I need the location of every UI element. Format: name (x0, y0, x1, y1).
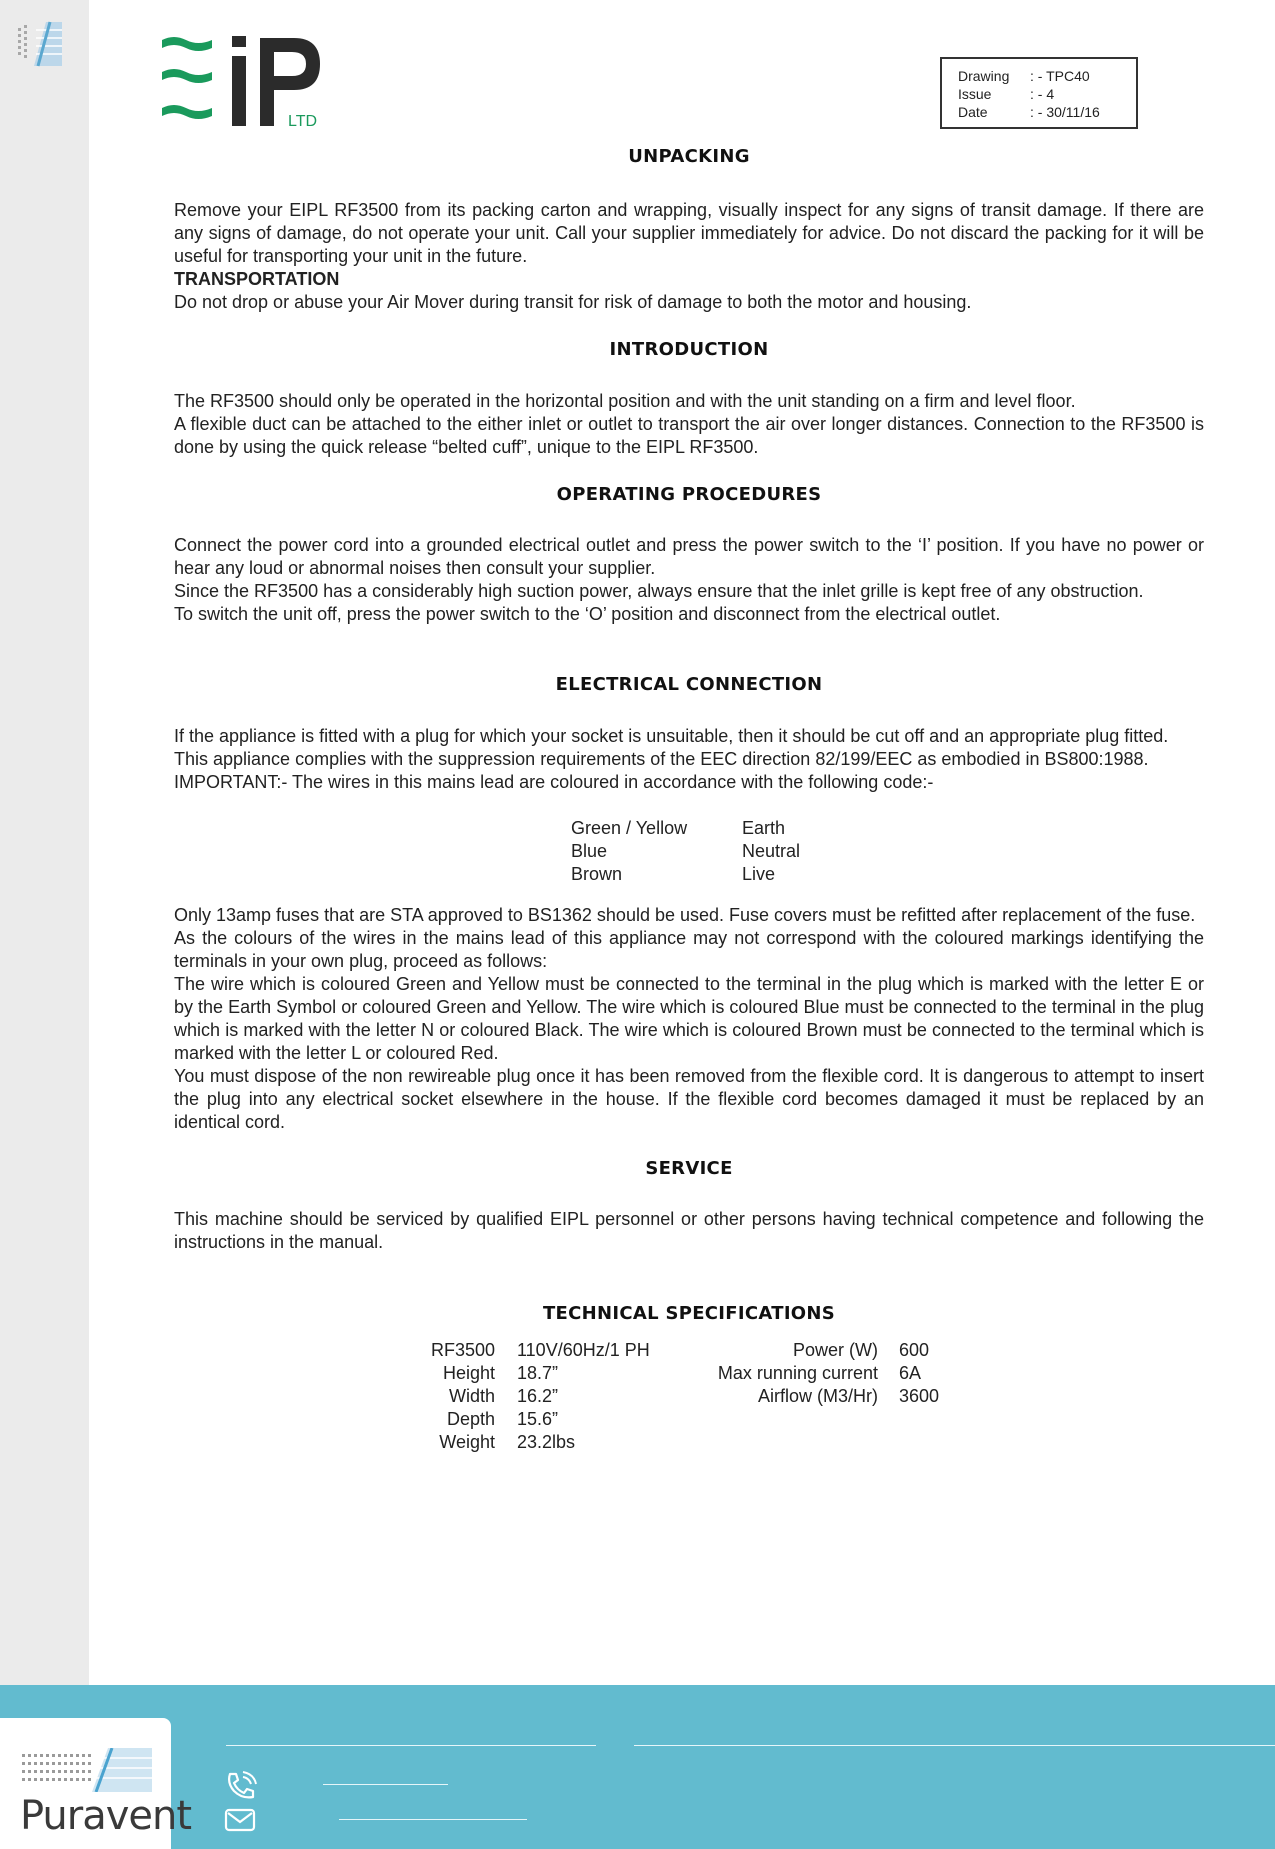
wire-row (571, 817, 1204, 840)
email-underline (339, 1819, 527, 1820)
spec-value: 110V/60Hz/1 PH (517, 1340, 650, 1360)
electrical-p3: IMPORTANT:- The wires in this mains lead are coloured in accordance with the following code:- (174, 772, 934, 792)
phone-icon[interactable] (224, 1771, 258, 1801)
spec-right-labels (660, 1339, 878, 1408)
electrical-p2: This appliance complies with the suppression requirements of the EEC direction 82/199/EEC as embodied in BS800:1988. (174, 749, 1149, 769)
footer-brand-card (0, 1718, 192, 1849)
date-label: Date (958, 104, 988, 120)
spec-label: Width (448, 1386, 495, 1406)
issue-value: : - 4 (1030, 86, 1055, 102)
spec-value: 18.7” (517, 1363, 559, 1383)
puravent-logo-icon (22, 1748, 152, 1792)
spec-value: 600 (899, 1340, 930, 1360)
introduction-p1: The RF3500 should only be operated in the horizontal position and with the unit standing on a firm and level floor. (174, 391, 1076, 411)
puravent-mark-icon (16, 20, 64, 70)
spec-value: 15.6” (517, 1409, 559, 1429)
electrical-p5: As the colours of the wires in the mains lead of this appliance may not correspond with the coloured markings identifying the terminals in your own plug, proceed as follows: (174, 928, 1204, 971)
service-p1: This machine should be serviced by qualified EIPL personnel or other persons having technical competence and following the instructions in the manual. (174, 1209, 1204, 1252)
logo-suffix: LTD (288, 113, 318, 130)
electrical-p6: The wire which is coloured Green and Yellow must be connected to the terminal in the plug which is marked with the letter E or by the Earth Symbol or coloured Green and Yellow. The wire which is coloured Blue must be connected to the terminal in the plug which is marked with the letter N or coloured Black. The wire which is coloured Brown must be connected to the terminal which is marked with the letter L or coloured Red. (174, 974, 1204, 1063)
left-margin-strip (0, 0, 89, 1685)
unpacking-body: Remove your EIPL RF3500 from its packing carton and wrapping, visually inspect for any signs of transit damage. If there are any signs of damage, do not operate your unit. Call your supplier immediately for advice. Do not discard the packing for it will be useful for transporting your unit in the future. (174, 200, 1204, 266)
introduction-p2: A flexible duct can be attached to the either inlet or outlet to transport the air over longer distances. Connection to the RF3500 is done by using the quick release “belted cuff”, unique to the EIPL RF3500. (174, 414, 1204, 457)
service-title: SERVICE (645, 1158, 733, 1179)
drawing-info-box (940, 57, 1138, 129)
footer-divider (226, 1745, 596, 1746)
wire-colour-table (571, 817, 1204, 886)
unpacking-title: UNPACKING (628, 146, 750, 167)
footer-divider (634, 1745, 1275, 1746)
spec-table (174, 1339, 1204, 1479)
electrical-p7: You must dispose of the non rewireable plug once it has been removed from the flexible cord. It is dangerous to attempt to insert the plug into any electrical socket elsewhere in the house. If the flexible cord becomes damaged it must be replaced by an identical cord. (174, 1066, 1204, 1132)
phone-underline (323, 1784, 448, 1785)
wire-function: Live (742, 864, 776, 884)
footer-bar (0, 1685, 1275, 1849)
document-body (174, 142, 1204, 1479)
date-value: : - 30/11/16 (1030, 104, 1100, 120)
transportation-heading: TRANSPORTATION (174, 269, 340, 289)
operating-title: OPERATING PROCEDURES (556, 484, 822, 505)
drawing-label: Drawing (958, 68, 1010, 84)
spec-value: 6A (899, 1363, 922, 1383)
specs-title: TECHNICAL SPECIFICATIONS (542, 1303, 836, 1324)
operating-p1: Connect the power cord into a grounded electrical outlet and press the power switch to the ‘I’ position. If you have no power or hear any loud or abnormal noises then consult your supplier. (174, 535, 1204, 578)
electrical-p4: Only 13amp fuses that are STA approved to BS1362 should be used. Fuse covers must be refitted after replacement of the fuse. (174, 905, 1196, 925)
electrical-title: ELECTRICAL CONNECTION (555, 674, 823, 695)
introduction-title: INTRODUCTION (609, 339, 769, 360)
spec-label: Max running current (717, 1363, 878, 1383)
spec-label: RF3500 (430, 1340, 495, 1360)
transportation-body: Do not drop or abuse your Air Mover during transit for risk of damage to both the motor and housing. (174, 292, 972, 312)
brand-name: Puravent (20, 1793, 192, 1839)
spec-label: Airflow (M3/Hr) (758, 1386, 878, 1406)
wire-colour: Green / Yellow (571, 818, 688, 838)
email-icon[interactable] (224, 1807, 258, 1833)
spec-label: Depth (446, 1409, 495, 1429)
issue-label: Issue (958, 86, 992, 102)
wire-row (571, 840, 1204, 863)
spec-value: 3600 (899, 1386, 940, 1406)
spec-value: 23.2lbs (517, 1432, 576, 1452)
operating-p2: Since the RF3500 has a considerably high suction power, always ensure that the inlet grille is kept free of any obstruction. (174, 581, 1144, 601)
spec-label: Weight (439, 1432, 495, 1452)
wire-row (571, 863, 1204, 886)
spec-label: Power (W) (793, 1340, 878, 1360)
spec-left-labels (324, 1339, 495, 1454)
electrical-p1: If the appliance is fitted with a plug for which your socket is unsuitable, then it should be cut off and an appropriate plug fitted. (174, 726, 1169, 746)
spec-value: 16.2” (517, 1386, 559, 1406)
wire-function: Earth (742, 818, 786, 838)
drawing-value: : - TPC40 (1030, 68, 1090, 84)
spec-label: Height (442, 1363, 495, 1383)
wire-colour: Brown (571, 864, 623, 884)
wire-function: Neutral (742, 841, 801, 861)
spec-right-values (899, 1339, 1019, 1408)
operating-p3: To switch the unit off, press the power switch to the ‘O’ position and disconnect from the electrical outlet. (174, 604, 1001, 624)
wire-colour: Blue (571, 841, 608, 861)
eip-logo (160, 34, 330, 134)
